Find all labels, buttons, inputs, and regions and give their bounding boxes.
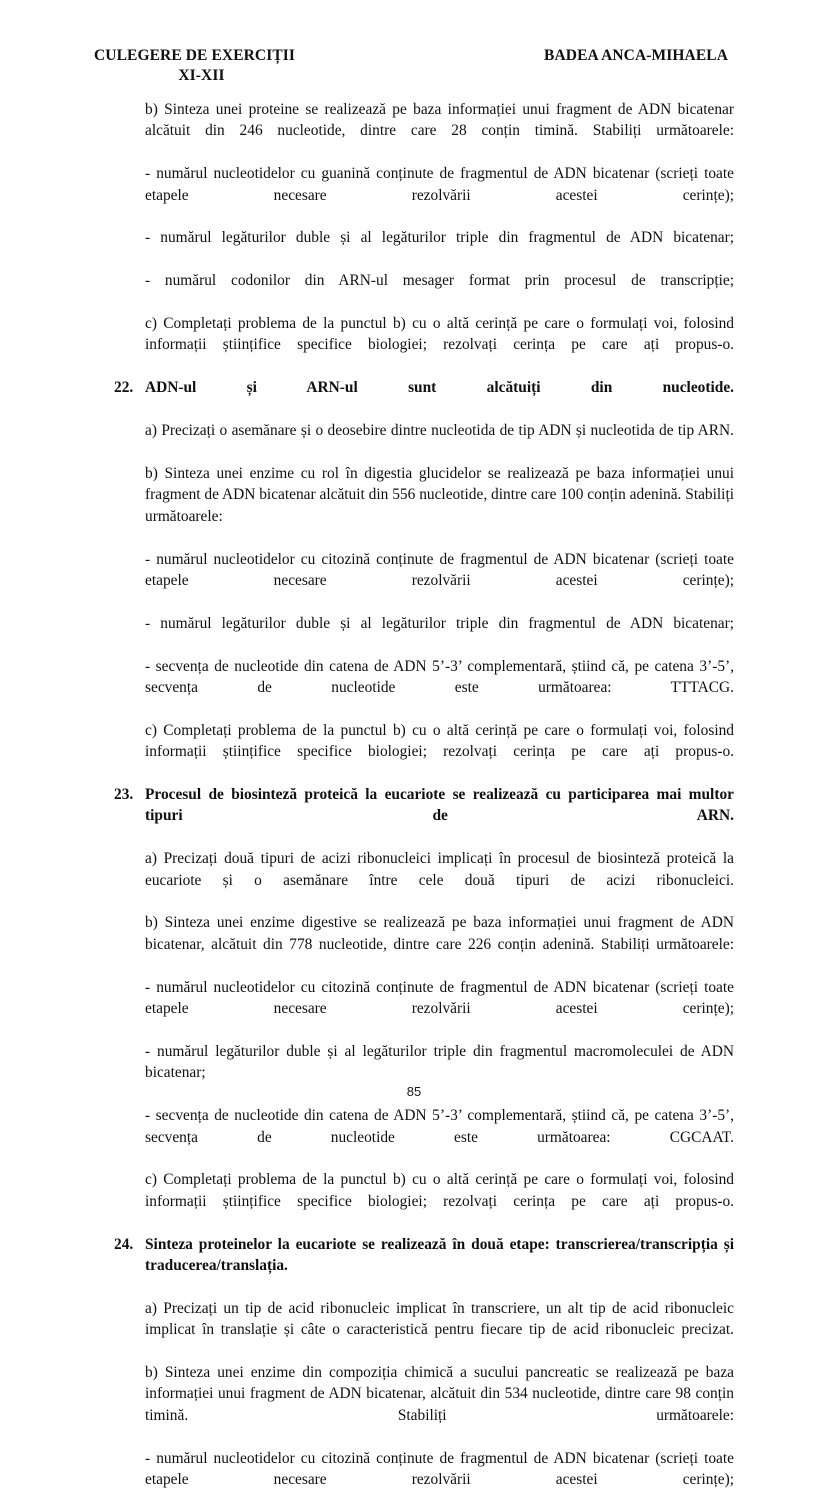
body-paragraph: - numărul codonilor din ARN-ul mesager format prin procesul de transcripție; [145, 272, 734, 290]
body-paragraph: - numărul legăturilor duble și al legăturilor triple din fragmentul macromoleculei de ADN bicatenar; [145, 1042, 734, 1082]
header-author-name: BADEA ANCA-MIHAELA [544, 47, 728, 64]
header-book-title: CULEGERE DE EXERCIȚII [94, 47, 296, 64]
body-paragraph: c) Completați problema de la punctul b) cu o altă cerință pe care o formulați voi, folosind informații științifice specifice biologiei; rezolvați cerința pe care ați propus-o. [145, 315, 734, 354]
body-paragraph: a) Precizați o asemănare și o deosebire dintre nucleotida de tip ADN și nucleotida de tip ARN. [145, 422, 734, 440]
body-paragraph: a) Precizați două tipuri de acizi ribonucleici implicați în procesul de biosinteză proteică la eucariote și o asemănare între cele două tipuri de acizi ribonucleici. [145, 850, 734, 889]
page-number: 85 [406, 1084, 422, 1099]
item-number: 24. [114, 1235, 134, 1253]
body-paragraph: b) Sinteza unei enzime cu rol în digestia glucidelor se realizează pe baza informației unui fragment de ADN bicatenar alcătuit din 556 nucleotide, dintre care 100 conțin adenină. Stabiliți următoarele: [145, 464, 734, 525]
item-text: Sinteza proteinelor la eucariote se realizează în două etape: transcrierea/transcripția și traducerea/translația. [145, 1235, 734, 1274]
body-paragraph: - numărul nucleotidelor cu citozină conținute de fragmentul de ADN bicatenar (scrieți toate etapele necesare rezolvării acestei cerințe); [145, 1449, 734, 1488]
page-body [114, 99, 734, 1512]
body-paragraph: - numărul nucleotidelor cu citozină conținute de fragmentul de ADN bicatenar (scrieți toate etapele necesare rezolvării acestei cerințe); [145, 978, 734, 1018]
numbered-item [114, 377, 734, 420]
header-left-title [94, 46, 424, 86]
item-text: ADN-ul și ARN-ul sunt alcătuiți din nucleotide. [145, 379, 734, 397]
body-paragraph: c) Completați problema de la punctul b) cu o altă cerință pe care o formulați voi, folosind informații științifice specifice biologiei; rezolvați cerința pe care ați propus-o. [145, 1171, 734, 1210]
numbered-item [114, 1234, 734, 1298]
body-paragraph: - numărul nucleotidelor cu guanină conținute de fragmentul de ADN bicatenar (scrieți toate etapele necesare rezolvării acestei cerințe); [145, 165, 734, 204]
body-paragraph: b) Sinteza unei proteine se realizează pe baza informației unui fragment de ADN bicatenar alcătuit din 246 nucleotide, dintre care 28 conțin timină. Stabiliți următoarele: [145, 101, 734, 140]
item-number: 23. [114, 786, 134, 803]
item-number: 22. [114, 379, 134, 397]
body-paragraph: - numărul nucleotidelor cu citozină conținute de fragmentul de ADN bicatenar (scrieți toate etapele necesare rezolvării acestei cerințe); [145, 550, 734, 589]
item-text: Procesul de biosinteză proteică la eucariote se realizează cu participarea mai multor tipuri de ARN. [145, 786, 734, 825]
body-paragraph: - secvența de nucleotide din catena de ADN 5’-3’ complementară, știind că, pe catena 3’-5’, secvența de nucleotide este următoarea: TTTACG. [145, 657, 734, 696]
numbered-item [114, 784, 734, 848]
body-paragraph: b) Sinteza unei enzime din compoziția chimică a sucului pancreatic se realizează pe baza informației unui fragment de ADN bicatenar, alcătuit din 534 nucleotide, dintre care 98 conțin timină. Stabiliți următoarele: [145, 1363, 734, 1424]
body-paragraph: - secvența de nucleotide din catena de ADN 5’-3’ complementară, știind că, pe catena 3’-5’, secvența de nucleotide este următoarea: CGCAAT. [145, 1107, 734, 1146]
header-grade-levels: XI-XII [178, 67, 225, 84]
body-paragraph: a) Precizați un tip de acid ribonucleic implicat în transcriere, un alt tip de acid ribonucleic implicat în translație și câte o caracteristică pentru fiecare tip de acid ribonucleic precizat. [145, 1299, 734, 1339]
body-paragraph: - numărul legăturilor duble și al legăturilor triple din fragmentul de ADN bicatenar; [145, 229, 734, 247]
running-header [94, 46, 734, 90]
body-paragraph: - numărul legăturilor duble și al legăturilor triple din fragmentul de ADN bicatenar; [145, 614, 734, 632]
body-paragraph: b) Sinteza unei enzime digestive se realizează pe baza informației unui fragment de ADN bicatenar, alcătuit din 778 nucleotide, dintre care 226 conțin adenină. Stabiliți următoarele: [145, 914, 734, 953]
body-paragraph: c) Completați problema de la punctul b) cu o altă cerință pe care o formulați voi, folosind informații științifice specifice biologiei; rezolvați cerința pe care ați propus-o. [145, 721, 734, 761]
